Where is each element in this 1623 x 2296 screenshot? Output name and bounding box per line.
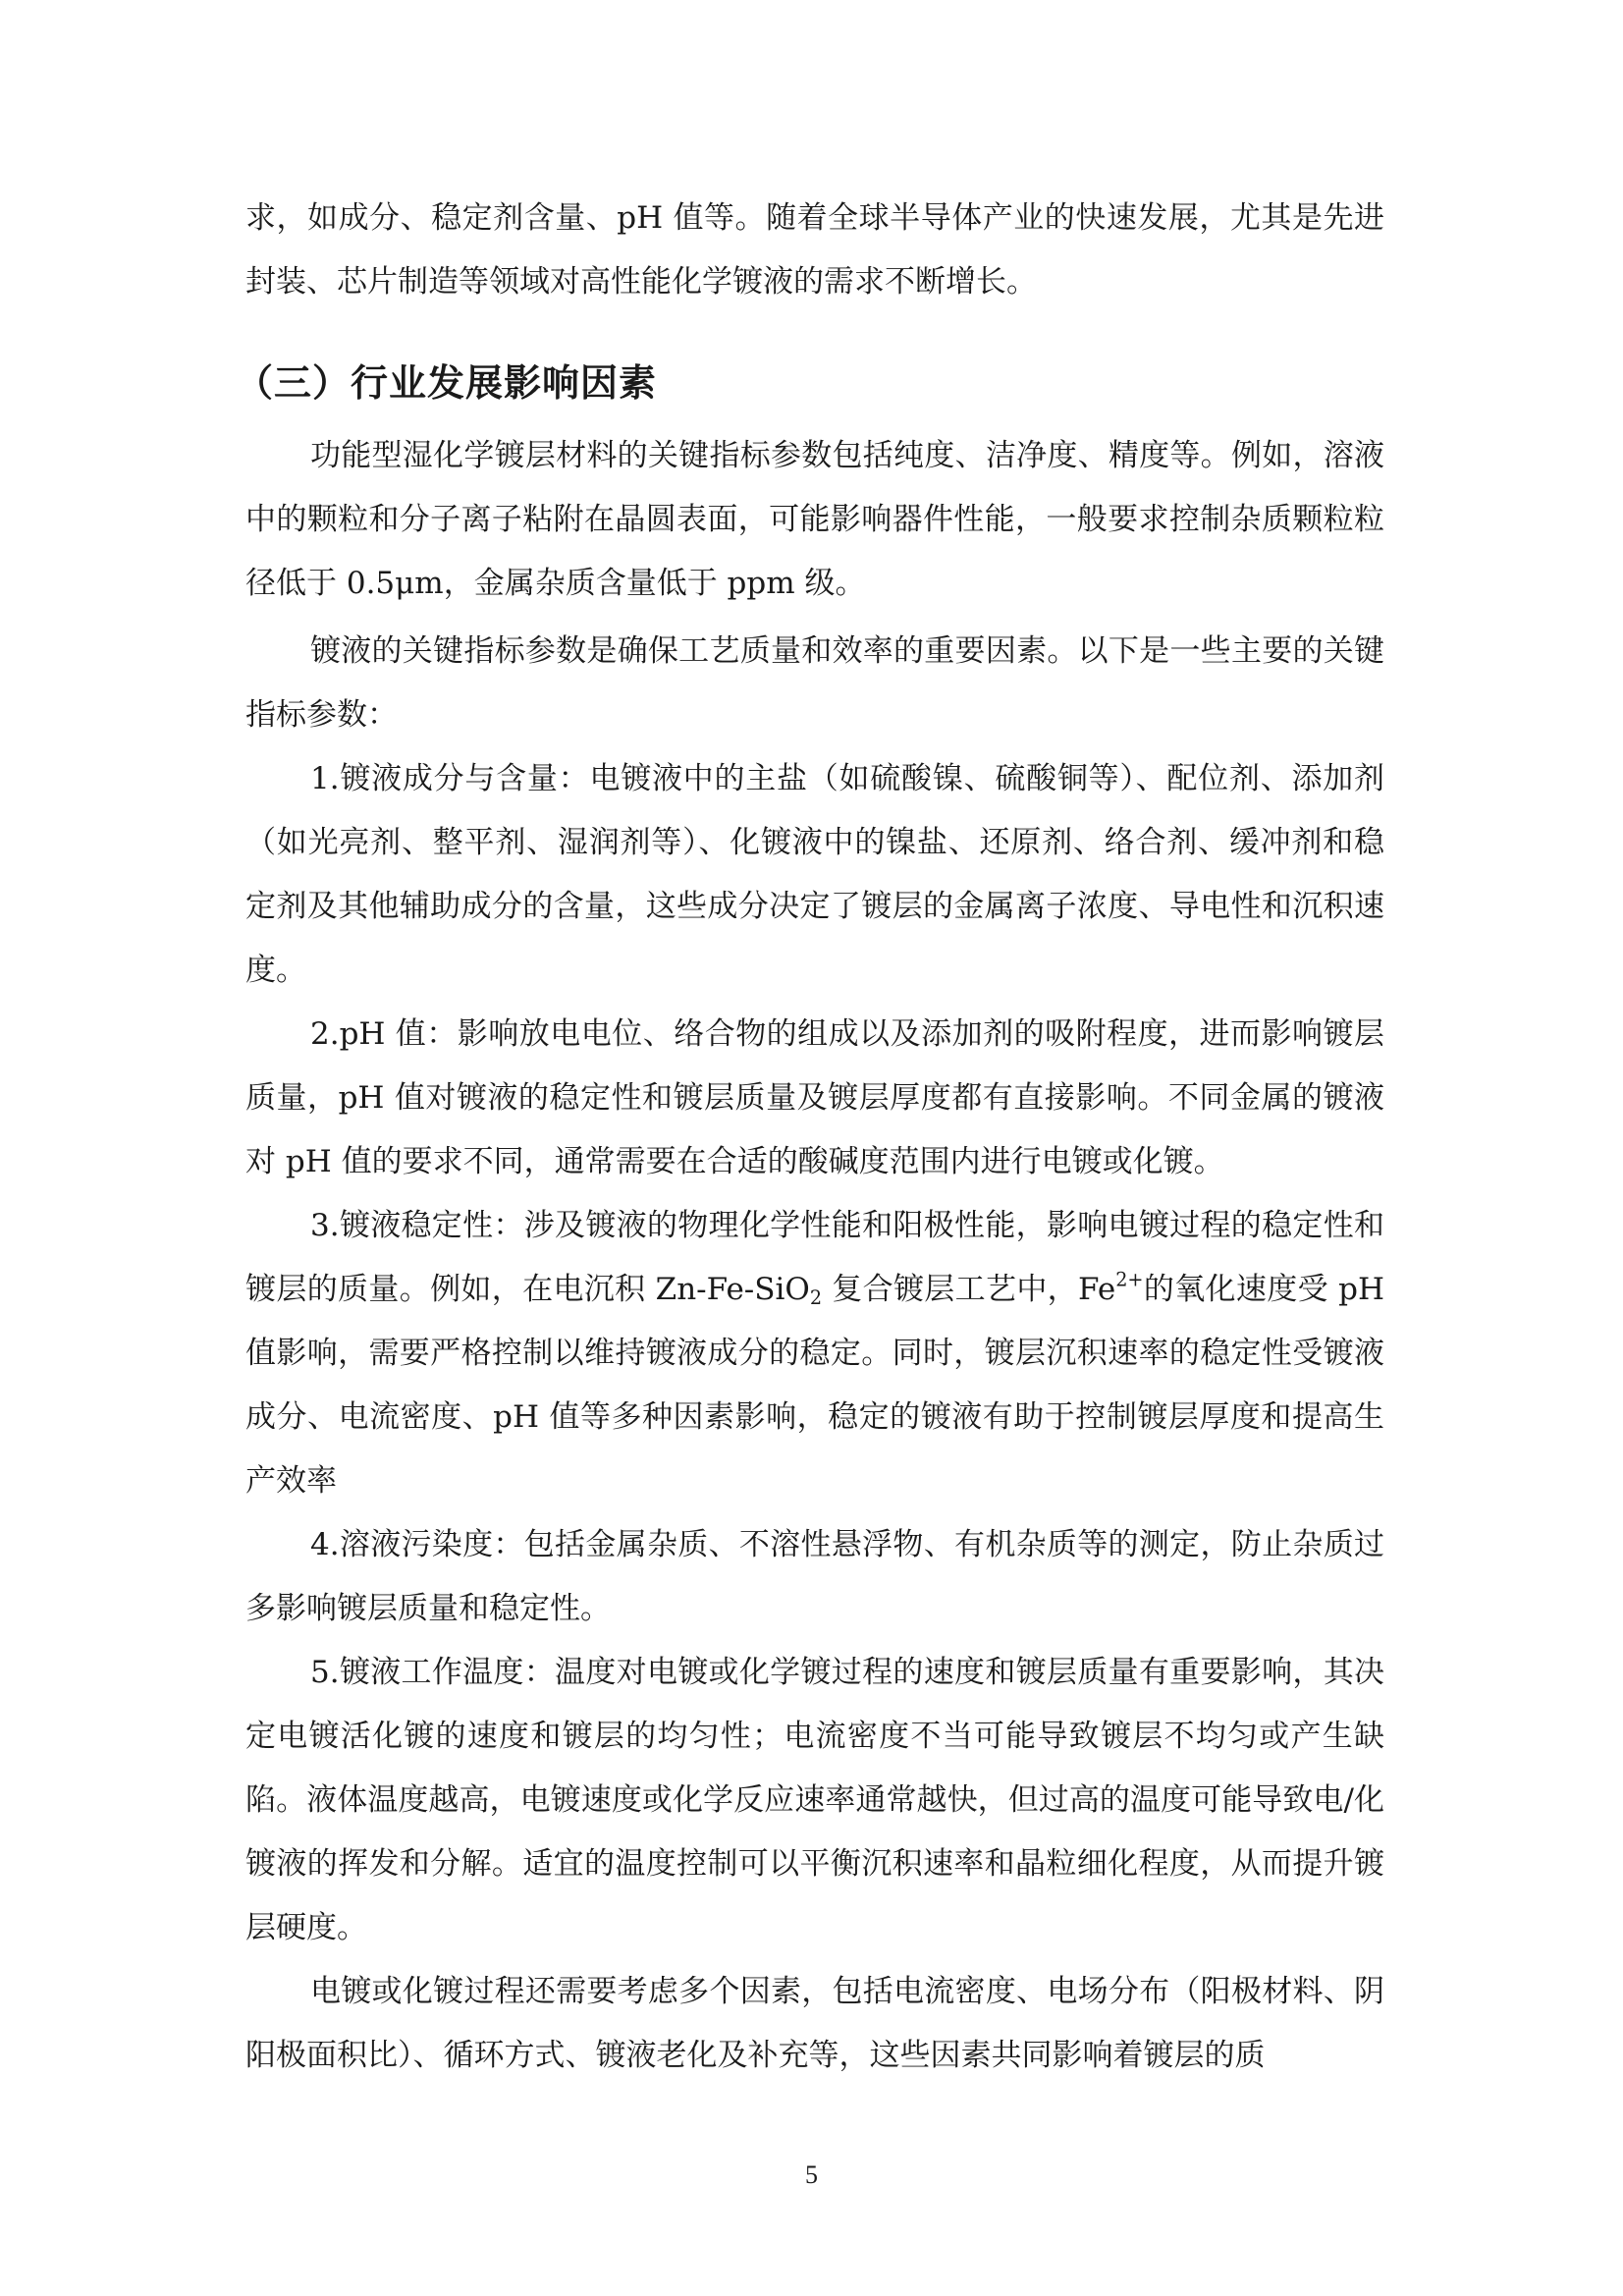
stability-text-2: 复合镀层工艺中，Fe: [822, 1272, 1116, 1307]
page-body: [236, 187, 1385, 2088]
list-item-stability: [245, 1194, 1384, 1513]
section-heading: （三）行业发展影响因素: [236, 361, 658, 405]
paragraph-other-factors: 电镀或化镀过程还需要考虑多个因素，包括电流密度、电场分布（阳极材料、阴阳极面积比）、循环方式、镀液老化及补充等，这些因素共同影响着镀层的质: [245, 1974, 1384, 2073]
stability-text-1: 3.镀液稳定性：涉及镀液的物理化学性能和阳极性能，影响电镀过程的稳定性和镀层的质量。例如，在电沉积 Zn-Fe-SiO: [245, 1208, 1384, 1307]
subscript-2: 2: [809, 1285, 823, 1309]
list-item-contamination: 4.溶液污染度：包括金属杂质、不溶性悬浮物、有机杂质等的测定，防止杂质过多影响镀层质量和稳定性。: [245, 1527, 1384, 1626]
list-item-temperature: 5.镀液工作温度：温度对电镀或化学镀过程的速度和镀层质量有重要影响，其决定电镀活化镀的速度和镀层的均匀性；电流密度不当可能导致镀层不均匀或产生缺陷。液体温度越高，电镀速度或化学反应速率通常越快，但过高的温度可能导致电/化镀液的挥发和分解。适宜的温度控制可以平衡沉积速率和晶粒细化程度，从而提升镀层硬度。: [245, 1655, 1384, 1945]
list-item-ph: 2.pH 值：影响放电电位、络合物的组成以及添加剂的吸附程度，进而影响镀层质量，pH 值对镀液的稳定性和镀层质量及镀层厚度都有直接影响。不同金属的镀液对 pH 值的要求不同，通常需要在合适的酸碱度范围内进行电镀或化镀。: [245, 1016, 1384, 1179]
paragraph-indicators: 功能型湿化学镀层材料的关键指标参数包括纯度、洁净度、精度等。例如，溶液中的颗粒和分子离子粘附在晶圆表面，可能影响器件性能，一般要求控制杂质颗粒粒径低于 0.5μm，金属杂质含量低于 ppm 级。: [245, 438, 1384, 601]
stability-text-3: 的氧化速度受 pH 值影响，需要严格控制以维持镀液成分的稳定。同时，镀层沉积速率的稳定性受镀液成分、电流密度、pH 值等多种因素影响，稳定的镀液有助于控制镀层厚度和提高生产效率: [245, 1272, 1385, 1499]
paragraph-key-parameters: 镀液的关键指标参数是确保工艺质量和效率的重要因素。以下是一些主要的关键指标参数：: [245, 633, 1384, 733]
page-number: 5: [805, 2160, 818, 2189]
paragraph-continued: 求，如成分、稳定剂含量、pH 值等。随着全球半导体产业的快速发展，尤其是先进封装、芯片制造等领域对高性能化学镀液的需求不断增长。: [245, 200, 1384, 300]
superscript-2plus: 2+: [1115, 1268, 1144, 1291]
list-item-composition: 1.镀液成分与含量：电镀液中的主盐（如硫酸镍、硫酸铜等）、配位剂、添加剂（如光亮剂、整平剂、湿润剂等）、化镀液中的镍盐、还原剂、络合剂、缓冲剂和稳定剂及其他辅助成分的含量，这些成分决定了镀层的金属离子浓度、导电性和沉积速度。: [245, 761, 1384, 988]
